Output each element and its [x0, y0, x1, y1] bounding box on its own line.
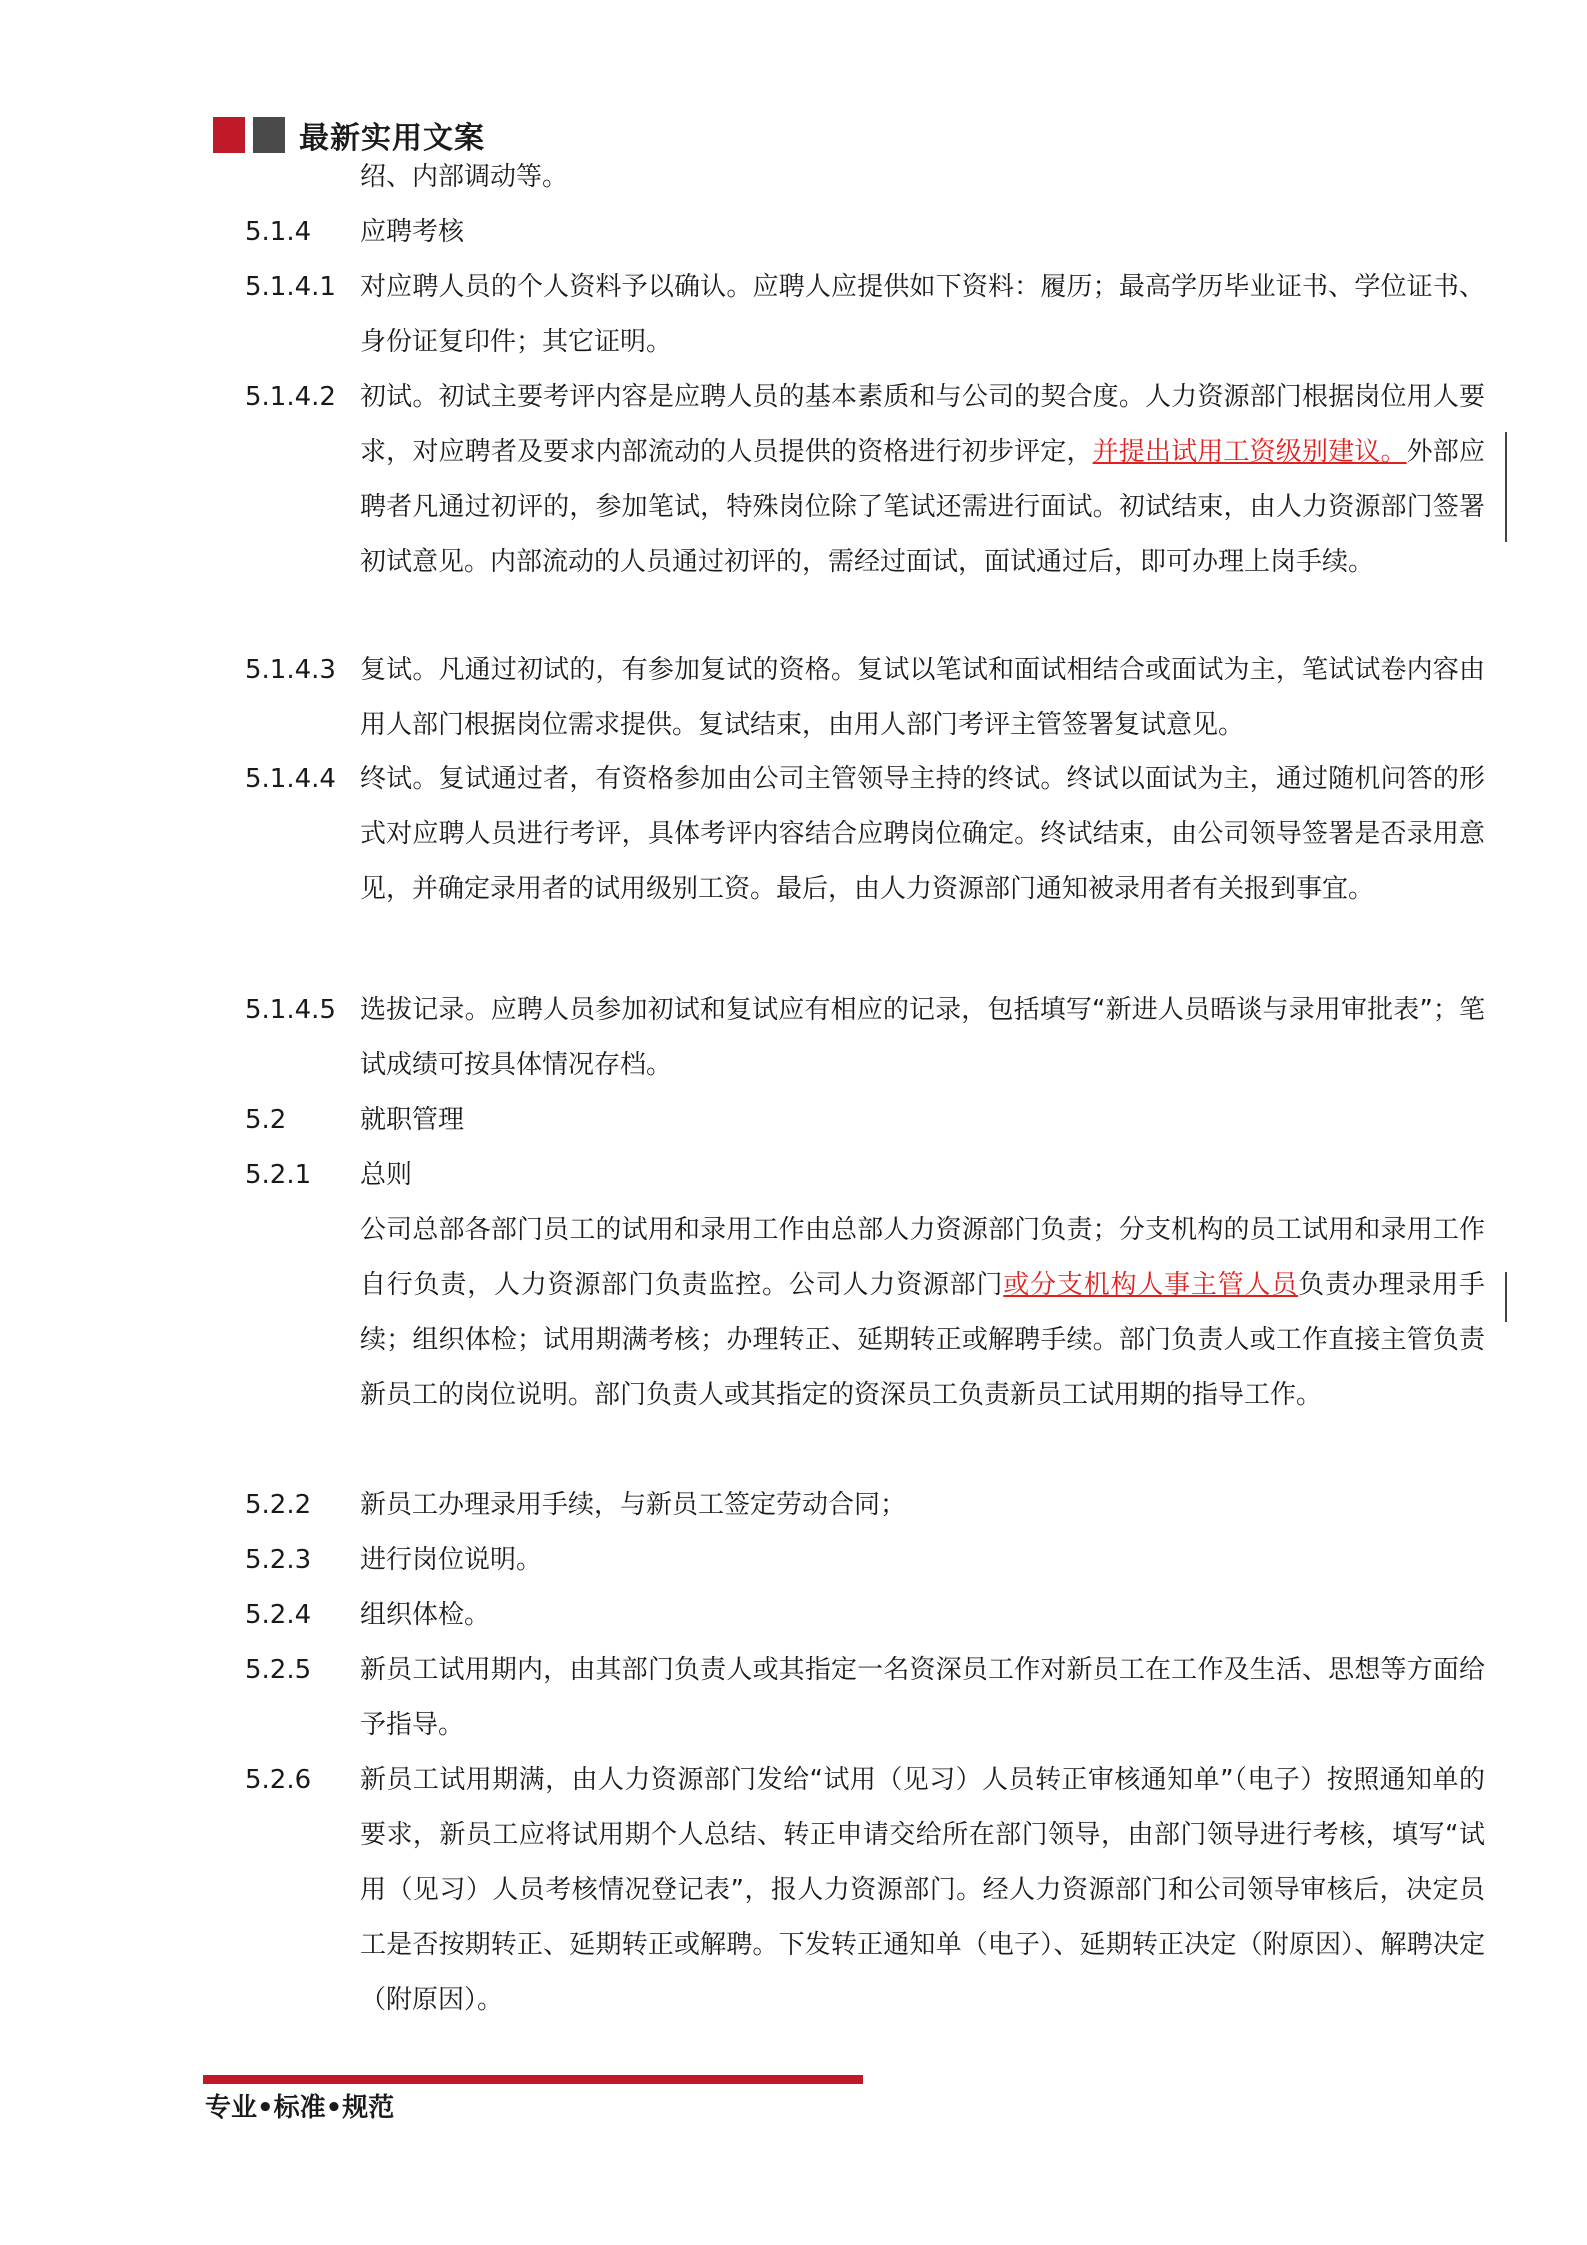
- footer-rule: [203, 2075, 863, 2084]
- section-number: 5.1.4.1: [245, 272, 336, 302]
- section-number: 5.1.4.3: [245, 655, 336, 685]
- paragraph-text: 组织体检。: [360, 1600, 491, 1630]
- footer-text: 专业•标准•规范: [205, 2093, 395, 2123]
- tracked-change-text: 并提出试用工资级别建议。: [1092, 437, 1407, 467]
- section-number: 5.2.4: [245, 1600, 312, 1630]
- paragraph-text: 对应聘人员的个人资料予以确认。应聘人应提供如下资料：履历；最高学历毕业证书、学位证书、身份证复印件；其它证明。: [360, 272, 1485, 357]
- paragraph-text: 新员工办理录用手续，与新员工签定劳动合同；: [360, 1490, 907, 1520]
- section-number: 5.1.4.2: [245, 382, 336, 412]
- section-number: 5.2.5: [245, 1655, 312, 1685]
- header-title: 最新实用文案: [299, 121, 485, 156]
- section-number: 5.2: [245, 1105, 287, 1135]
- tracked-change-text: 或分支机构人事主管人员: [1003, 1270, 1299, 1300]
- revision-bar: [1505, 432, 1507, 542]
- paragraph-text: 进行岗位说明。: [360, 1545, 543, 1575]
- paragraph-text: [360, 1203, 1485, 1423]
- paragraph-text: 终试。复试通过者，有资格参加由公司主管领导主持的终试。终试以面试为主，通过随机问答的形式对应聘人员进行考评，具体考评内容结合应聘岗位确定。终试结束，由公司领导签署是否录用意见，并确定录用者的试用级别工资。最后，由人力资源部门通知被录用者有关报到事宜。: [360, 764, 1485, 904]
- page-header: [213, 116, 485, 154]
- section-number: 5.2.1: [245, 1160, 312, 1190]
- paragraph-text: 绍、内部调动等。: [360, 162, 569, 192]
- paragraph-text: 就职管理: [360, 1105, 465, 1135]
- section-number: 5.1.4.4: [245, 764, 336, 794]
- revision-bar: [1505, 1272, 1507, 1322]
- paragraph-text: 选拔记录。应聘人员参加初试和复试应有相应的记录，包括填写“新进人员晤谈与录用审批表”；笔试成绩可按具体情况存档。: [360, 995, 1485, 1080]
- paragraph-text: 复试。凡通过初试的，有参加复试的资格。复试以笔试和面试相结合或面试为主，笔试试卷内容由用人部门根据岗位需求提供。复试结束，由用人部门考评主管签署复试意见。: [360, 655, 1485, 740]
- text-segment: 公司总部各部门员工的试用和录用工作由总部人力资源部门负责；分支机构的员工试用和录用工作自行负责，人力资源部门负责监控。公司人力资源部门: [360, 1215, 1485, 1300]
- section-number: 5.2.3: [245, 1545, 312, 1575]
- section-number: 5.2.6: [245, 1765, 312, 1795]
- text-segment: 负责办理录用手续；组织体检；试用期满考核；办理转正、延期转正或解聘手续。部门负责人或工作直接主管负责新员工的岗位说明。部门负责人或其指定的资深员工负责新员工试用期的指导工作。: [360, 1270, 1485, 1410]
- section-number: 5.2.2: [245, 1490, 312, 1520]
- paragraph-text: 总则: [360, 1160, 413, 1190]
- paragraph-text: 应聘考核: [360, 217, 465, 247]
- section-number: 5.1.4.5: [245, 995, 336, 1025]
- paragraph-text: [360, 370, 1485, 590]
- text-segment: 初试。初试主要考评内容是应聘人员的基本素质和与公司的契合度。人力资源部门根据岗位用人要求，对应聘者及要求内部流动的人员提供的资格进行初步评定，: [360, 382, 1485, 467]
- paragraph-text: 新员工试用期内，由其部门负责人或其指定一名资深员工作对新员工在工作及生活、思想等方面给予指导。: [360, 1655, 1485, 1740]
- text-segment: 外部应聘者凡通过初评的，参加笔试，特殊岗位除了笔试还需进行面试。初试结束，由人力资源部门签署初试意见。内部流动的人员通过初评的，需经过面试，面试通过后，即可办理上岗手续。: [360, 437, 1485, 577]
- section-number: 5.1.4: [245, 217, 312, 247]
- header-dark-square: [253, 117, 285, 153]
- paragraph-text: 新员工试用期满，由人力资源部门发给“试用（见习）人员转正审核通知单”（电子）按照通知单的要求，新员工应将试用期个人总结、转正申请交给所在部门领导，由部门领导进行考核，填写“试用（见习）人员考核情况登记表”，报人力资源部门。经人力资源部门和公司领导审核后，决定员工是否按期转正、延期转正或解聘。下发转正通知单（电子）、延期转正决定（附原因）、解聘决定（附原因）。: [360, 1765, 1485, 2015]
- header-red-square: [213, 117, 245, 153]
